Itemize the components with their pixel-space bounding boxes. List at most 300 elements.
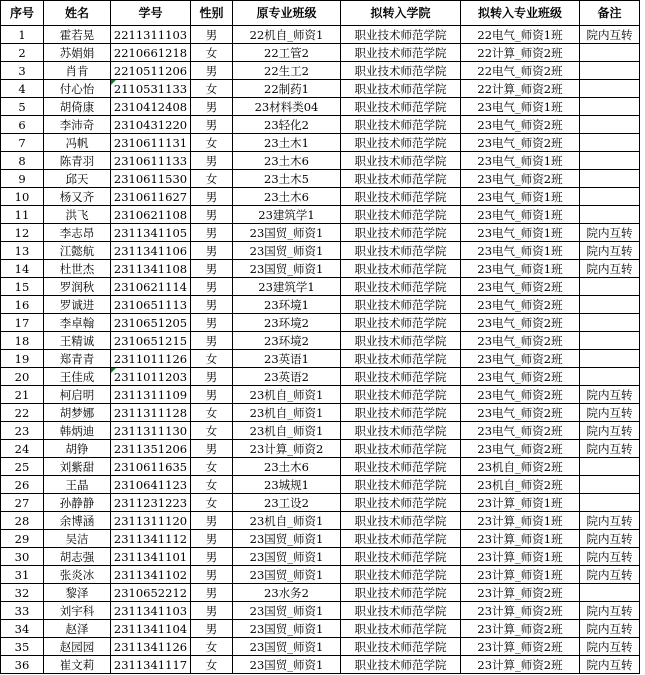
cell-student-id: 2311341104 [111, 620, 191, 638]
cell-remark: 院内互转 [580, 440, 640, 458]
cell-original-class: 23国贸_师资1 [233, 242, 341, 260]
cell-sex: 男 [191, 242, 233, 260]
cell-original-class: 23国贸_师资1 [233, 602, 341, 620]
cell-target-class: 23电气_师资1班 [461, 188, 580, 206]
table-row [1, 242, 640, 260]
table-row [1, 512, 640, 530]
cell-target-college: 职业技术师范学院 [341, 332, 461, 350]
cell-target-class: 23电气_师资2班 [461, 296, 580, 314]
cell-target-class: 23计算_师资1班 [461, 512, 580, 530]
cell-remark [580, 476, 640, 494]
cell-sex: 男 [191, 440, 233, 458]
cell-original-class: 23国贸_师资1 [233, 620, 341, 638]
cell-seq: 15 [1, 278, 44, 296]
table-row [1, 62, 640, 80]
cell-name: 罗诚进 [44, 296, 111, 314]
cell-original-class: 22生工2 [233, 62, 341, 80]
cell-seq: 35 [1, 638, 44, 656]
cell-original-class: 23机自_师资1 [233, 404, 341, 422]
cell-target-college: 职业技术师范学院 [341, 242, 461, 260]
cell-target-class: 23电气_师资2班 [461, 116, 580, 134]
cell-target-college: 职业技术师范学院 [341, 26, 461, 44]
cell-name: 胡倚康 [44, 98, 111, 116]
cell-name: 李沛奇 [44, 116, 111, 134]
cell-target-class: 23电气_师资2班 [461, 170, 580, 188]
cell-target-class: 23电气_师资2班 [461, 368, 580, 386]
cell-original-class: 23水务2 [233, 584, 341, 602]
cell-name: 赵泽 [44, 620, 111, 638]
cell-seq: 14 [1, 260, 44, 278]
cell-remark [580, 80, 640, 98]
cell-target-college: 职业技术师范学院 [341, 152, 461, 170]
cell-name: 李志昂 [44, 224, 111, 242]
cell-remark: 院内互转 [580, 242, 640, 260]
cell-name: 付心怡 [44, 80, 111, 98]
table-row [1, 44, 640, 62]
cell-original-class: 23环境2 [233, 332, 341, 350]
cell-original-class: 23轻化2 [233, 116, 341, 134]
cell-student-id: 2310641123 [111, 476, 191, 494]
cell-name: 李卓翰 [44, 314, 111, 332]
cell-target-college: 职业技术师范学院 [341, 260, 461, 278]
cell-target-class: 23电气_师资2班 [461, 404, 580, 422]
cell-target-class: 23电气_师资1班 [461, 206, 580, 224]
cell-student-id: 2310621108 [111, 206, 191, 224]
cell-original-class: 23国贸_师资1 [233, 260, 341, 278]
cell-sex: 女 [191, 638, 233, 656]
cell-target-class: 23电气_师资2班 [461, 314, 580, 332]
cell-seq: 19 [1, 350, 44, 368]
cell-remark: 院内互转 [580, 404, 640, 422]
cell-sex: 男 [191, 548, 233, 566]
cell-student-id: 2310611530 [111, 170, 191, 188]
header-student-id: 学号 [111, 1, 191, 26]
cell-sex: 男 [191, 314, 233, 332]
table-row [1, 188, 640, 206]
cell-seq: 17 [1, 314, 44, 332]
cell-original-class: 23机自_师资1 [233, 422, 341, 440]
cell-name: 黎泽 [44, 584, 111, 602]
cell-seq: 1 [1, 26, 44, 44]
cell-sex: 女 [191, 170, 233, 188]
table-row [1, 80, 640, 98]
cell-remark [580, 170, 640, 188]
header-sex: 性别 [191, 1, 233, 26]
cell-name: 刘紫甜 [44, 458, 111, 476]
cell-remark: 院内互转 [580, 260, 640, 278]
cell-target-college: 职业技术师范学院 [341, 98, 461, 116]
cell-name: 赵园园 [44, 638, 111, 656]
cell-name: 刘宇科 [44, 602, 111, 620]
table-row [1, 314, 640, 332]
table-row [1, 206, 640, 224]
cell-target-class: 23电气_师资2班 [461, 350, 580, 368]
cell-student-id: 2311341112 [111, 530, 191, 548]
cell-sex: 男 [191, 368, 233, 386]
cell-remark: 院内互转 [580, 620, 640, 638]
cell-target-college: 职业技术师范学院 [341, 638, 461, 656]
cell-target-college: 职业技术师范学院 [341, 206, 461, 224]
cell-remark: 院内互转 [580, 548, 640, 566]
cell-original-class: 23材料类04 [233, 98, 341, 116]
table-row [1, 368, 640, 386]
cell-student-id: 2311311109 [111, 386, 191, 404]
cell-target-college: 职业技术师范学院 [341, 476, 461, 494]
cell-original-class: 22工管2 [233, 44, 341, 62]
cell-target-college: 职业技术师范学院 [341, 278, 461, 296]
cell-target-college: 职业技术师范学院 [341, 494, 461, 512]
table-row [1, 152, 640, 170]
cell-student-id: 2311341105 [111, 224, 191, 242]
cell-name: 崔文莉 [44, 656, 111, 674]
cell-sex: 女 [191, 404, 233, 422]
cell-name: 柯启明 [44, 386, 111, 404]
cell-sex: 女 [191, 44, 233, 62]
cell-name: 陈青羽 [44, 152, 111, 170]
cell-original-class: 23工设2 [233, 494, 341, 512]
cell-sex: 男 [191, 152, 233, 170]
cell-target-college: 职业技术师范学院 [341, 368, 461, 386]
cell-seq: 24 [1, 440, 44, 458]
cell-student-id: 2311341102 [111, 566, 191, 584]
cell-target-college: 职业技术师范学院 [341, 350, 461, 368]
cell-original-class: 22制药1 [233, 80, 341, 98]
table-row [1, 116, 640, 134]
cell-target-college: 职业技术师范学院 [341, 296, 461, 314]
cell-student-id: 2311311130 [111, 422, 191, 440]
cell-target-college: 职业技术师范学院 [341, 620, 461, 638]
cell-seq: 9 [1, 170, 44, 188]
cell-remark [580, 296, 640, 314]
cell-student-id: 2311231223 [111, 494, 191, 512]
cell-sex: 男 [191, 116, 233, 134]
cell-sex: 女 [191, 350, 233, 368]
cell-target-class: 23机自_师资2班 [461, 458, 580, 476]
cell-original-class: 23机自_师资1 [233, 386, 341, 404]
cell-remark [580, 584, 640, 602]
cell-target-class: 22计算_师资2班 [461, 44, 580, 62]
table-row [1, 26, 640, 44]
cell-sex: 男 [191, 530, 233, 548]
cell-sex: 男 [191, 260, 233, 278]
cell-student-id: 2311341126 [111, 638, 191, 656]
cell-remark [580, 44, 640, 62]
cell-student-id: 2310652212 [111, 584, 191, 602]
cell-student-id: 2211311103 [111, 26, 191, 44]
table-row [1, 620, 640, 638]
cell-seq: 6 [1, 116, 44, 134]
cell-seq: 7 [1, 134, 44, 152]
cell-name: 苏娟娟 [44, 44, 111, 62]
cell-original-class: 23土木5 [233, 170, 341, 188]
table-row [1, 386, 640, 404]
cell-student-id: 2310611635 [111, 458, 191, 476]
cell-target-college: 职业技术师范学院 [341, 116, 461, 134]
cell-sex: 男 [191, 26, 233, 44]
table-row [1, 296, 640, 314]
cell-seq: 21 [1, 386, 44, 404]
cell-target-college: 职业技术师范学院 [341, 62, 461, 80]
cell-remark: 院内互转 [580, 224, 640, 242]
table-row [1, 224, 640, 242]
cell-remark [580, 458, 640, 476]
cell-target-college: 职业技术师范学院 [341, 584, 461, 602]
cell-original-class: 23英语1 [233, 350, 341, 368]
cell-original-class: 23机自_师资1 [233, 512, 341, 530]
cell-sex: 男 [191, 296, 233, 314]
cell-seq: 3 [1, 62, 44, 80]
cell-remark [580, 332, 640, 350]
cell-target-college: 职业技术师范学院 [341, 188, 461, 206]
cell-sex: 男 [191, 566, 233, 584]
header-target-college: 拟转入学院 [341, 1, 461, 26]
table-row [1, 440, 640, 458]
cell-target-college: 职业技术师范学院 [341, 602, 461, 620]
cell-seq: 36 [1, 656, 44, 674]
cell-seq: 26 [1, 476, 44, 494]
cell-student-id: 2110531133 [111, 80, 191, 98]
cell-name: 王精诚 [44, 332, 111, 350]
cell-sex: 男 [191, 584, 233, 602]
cell-sex: 女 [191, 422, 233, 440]
cell-target-class: 23计算_师资1班 [461, 548, 580, 566]
cell-original-class: 23土木6 [233, 458, 341, 476]
table-row [1, 458, 640, 476]
cell-student-id: 2311341106 [111, 242, 191, 260]
cell-target-college: 职业技术师范学院 [341, 530, 461, 548]
cell-sex: 男 [191, 602, 233, 620]
cell-name: 张炎冰 [44, 566, 111, 584]
cell-original-class: 23土木1 [233, 134, 341, 152]
cell-sex: 男 [191, 386, 233, 404]
cell-student-id: 2311341117 [111, 656, 191, 674]
cell-student-id: 2310412408 [111, 98, 191, 116]
cell-seq: 31 [1, 566, 44, 584]
cell-name: 吴洁 [44, 530, 111, 548]
cell-seq: 8 [1, 152, 44, 170]
cell-seq: 33 [1, 602, 44, 620]
cell-original-class: 23环境1 [233, 296, 341, 314]
cell-name: 邱天 [44, 170, 111, 188]
cell-target-class: 23电气_师资2班 [461, 422, 580, 440]
cell-name: 韩炳迪 [44, 422, 111, 440]
cell-student-id: 2310431220 [111, 116, 191, 134]
cell-seq: 12 [1, 224, 44, 242]
cell-seq: 11 [1, 206, 44, 224]
cell-remark [580, 152, 640, 170]
cell-target-class: 23计算_师资1班 [461, 566, 580, 584]
cell-original-class: 23建筑学1 [233, 206, 341, 224]
cell-name: 胡梦娜 [44, 404, 111, 422]
cell-remark: 院内互转 [580, 530, 640, 548]
table-row [1, 638, 640, 656]
cell-name: 余博涵 [44, 512, 111, 530]
cell-target-class: 23电气_师资1班 [461, 242, 580, 260]
table-row [1, 494, 640, 512]
cell-student-id: 2311341101 [111, 548, 191, 566]
table-row [1, 404, 640, 422]
cell-seq: 28 [1, 512, 44, 530]
cell-target-class: 23电气_师资2班 [461, 440, 580, 458]
cell-target-class: 23计算_师资2班 [461, 584, 580, 602]
cell-student-id: 2311311120 [111, 512, 191, 530]
cell-remark [580, 188, 640, 206]
cell-seq: 10 [1, 188, 44, 206]
header-target-class: 拟转入专业班级 [461, 1, 580, 26]
cell-target-college: 职业技术师范学院 [341, 548, 461, 566]
cell-student-id: 2310611627 [111, 188, 191, 206]
cell-target-college: 职业技术师范学院 [341, 566, 461, 584]
cell-target-class: 23电气_师资2班 [461, 278, 580, 296]
cell-remark [580, 98, 640, 116]
cell-remark: 院内互转 [580, 512, 640, 530]
cell-remark [580, 494, 640, 512]
cell-target-class: 22计算_师资2班 [461, 80, 580, 98]
table-row [1, 656, 640, 674]
cell-sex: 女 [191, 134, 233, 152]
table-row [1, 350, 640, 368]
table-row [1, 530, 640, 548]
cell-seq: 16 [1, 296, 44, 314]
cell-seq: 29 [1, 530, 44, 548]
cell-student-id: 2210511206 [111, 62, 191, 80]
cell-seq: 23 [1, 422, 44, 440]
cell-student-id: 2310611131 [111, 134, 191, 152]
cell-student-id: 2311341108 [111, 260, 191, 278]
cell-remark [580, 62, 640, 80]
table-row [1, 170, 640, 188]
header-name: 姓名 [44, 1, 111, 26]
cell-original-class: 23建筑学1 [233, 278, 341, 296]
cell-sex: 男 [191, 62, 233, 80]
cell-seq: 27 [1, 494, 44, 512]
cell-remark [580, 368, 640, 386]
cell-target-college: 职业技术师范学院 [341, 134, 461, 152]
cell-target-class: 23电气_师资1班 [461, 152, 580, 170]
cell-name: 杜世杰 [44, 260, 111, 278]
cell-seq: 32 [1, 584, 44, 602]
cell-remark [580, 278, 640, 296]
cell-sex: 女 [191, 656, 233, 674]
cell-sex: 女 [191, 458, 233, 476]
table-row [1, 332, 640, 350]
cell-original-class: 23土木6 [233, 152, 341, 170]
cell-seq: 20 [1, 368, 44, 386]
cell-target-class: 23计算_师资2班 [461, 656, 580, 674]
cell-remark [580, 206, 640, 224]
cell-name: 胡志强 [44, 548, 111, 566]
cell-name: 胡铮 [44, 440, 111, 458]
cell-student-id: 2310651215 [111, 332, 191, 350]
cell-original-class: 23英语2 [233, 368, 341, 386]
cell-sex: 男 [191, 332, 233, 350]
table-row [1, 566, 640, 584]
cell-student-id: 2310651205 [111, 314, 191, 332]
cell-remark: 院内互转 [580, 602, 640, 620]
cell-sex: 男 [191, 224, 233, 242]
cell-target-college: 职业技术师范学院 [341, 404, 461, 422]
header-remark: 备注 [580, 1, 640, 26]
cell-target-college: 职业技术师范学院 [341, 314, 461, 332]
cell-target-class: 23计算_师资2班 [461, 638, 580, 656]
cell-target-class: 23计算_师资1班 [461, 494, 580, 512]
cell-target-class: 23机自_师资2班 [461, 476, 580, 494]
cell-seq: 25 [1, 458, 44, 476]
cell-name: 冯帆 [44, 134, 111, 152]
cell-target-college: 职业技术师范学院 [341, 512, 461, 530]
cell-original-class: 23土木6 [233, 188, 341, 206]
table-row [1, 602, 640, 620]
header-row [1, 1, 640, 26]
cell-target-college: 职业技术师范学院 [341, 458, 461, 476]
cell-student-id: 2311011126 [111, 350, 191, 368]
cell-student-id: 2310611133 [111, 152, 191, 170]
table-body [1, 26, 640, 674]
cell-name: 王佳成 [44, 368, 111, 386]
cell-target-class: 23计算_师资2班 [461, 602, 580, 620]
cell-target-college: 职业技术师范学院 [341, 656, 461, 674]
cell-target-college: 职业技术师范学院 [341, 80, 461, 98]
cell-remark [580, 134, 640, 152]
cell-target-college: 职业技术师范学院 [341, 440, 461, 458]
table-row [1, 278, 640, 296]
cell-original-class: 23城规1 [233, 476, 341, 494]
cell-name: 洪飞 [44, 206, 111, 224]
cell-name: 肖肯 [44, 62, 111, 80]
table-row [1, 260, 640, 278]
cell-target-college: 职业技术师范学院 [341, 224, 461, 242]
cell-remark: 院内互转 [580, 566, 640, 584]
cell-target-college: 职业技术师范学院 [341, 44, 461, 62]
cell-target-class: 22电气_师资1班 [461, 26, 580, 44]
cell-original-class: 23国贸_师资1 [233, 656, 341, 674]
cell-original-class: 23国贸_师资1 [233, 566, 341, 584]
cell-sex: 男 [191, 98, 233, 116]
cell-original-class: 23国贸_师资1 [233, 638, 341, 656]
cell-sex: 男 [191, 620, 233, 638]
cell-student-id: 2310651113 [111, 296, 191, 314]
cell-target-class: 23电气_师资2班 [461, 134, 580, 152]
cell-target-class: 23电气_师资2班 [461, 332, 580, 350]
cell-student-id: 2210661218 [111, 44, 191, 62]
cell-student-id: 2311011203 [111, 368, 191, 386]
header-seq: 序号 [1, 1, 44, 26]
cell-seq: 13 [1, 242, 44, 260]
cell-seq: 22 [1, 404, 44, 422]
cell-original-class: 23国贸_师资1 [233, 548, 341, 566]
cell-name: 郑青青 [44, 350, 111, 368]
cell-remark [580, 350, 640, 368]
table-row [1, 584, 640, 602]
cell-target-class: 23电气_师资1班 [461, 98, 580, 116]
cell-target-class: 23电气_师资1班 [461, 224, 580, 242]
cell-name: 霍若晃 [44, 26, 111, 44]
cell-original-class: 22机自_师资1 [233, 26, 341, 44]
cell-original-class: 23国贸_师资1 [233, 224, 341, 242]
cell-target-class: 23计算_师资1班 [461, 530, 580, 548]
cell-seq: 5 [1, 98, 44, 116]
cell-sex: 女 [191, 494, 233, 512]
cell-target-college: 职业技术师范学院 [341, 386, 461, 404]
header-original-class: 原专业班级 [233, 1, 341, 26]
cell-target-college: 职业技术师范学院 [341, 170, 461, 188]
cell-student-id: 2311341103 [111, 602, 191, 620]
cell-target-class: 22电气_师资2班 [461, 62, 580, 80]
cell-student-id: 2311351206 [111, 440, 191, 458]
cell-remark: 院内互转 [580, 386, 640, 404]
cell-remark: 院内互转 [580, 638, 640, 656]
cell-sex: 女 [191, 476, 233, 494]
